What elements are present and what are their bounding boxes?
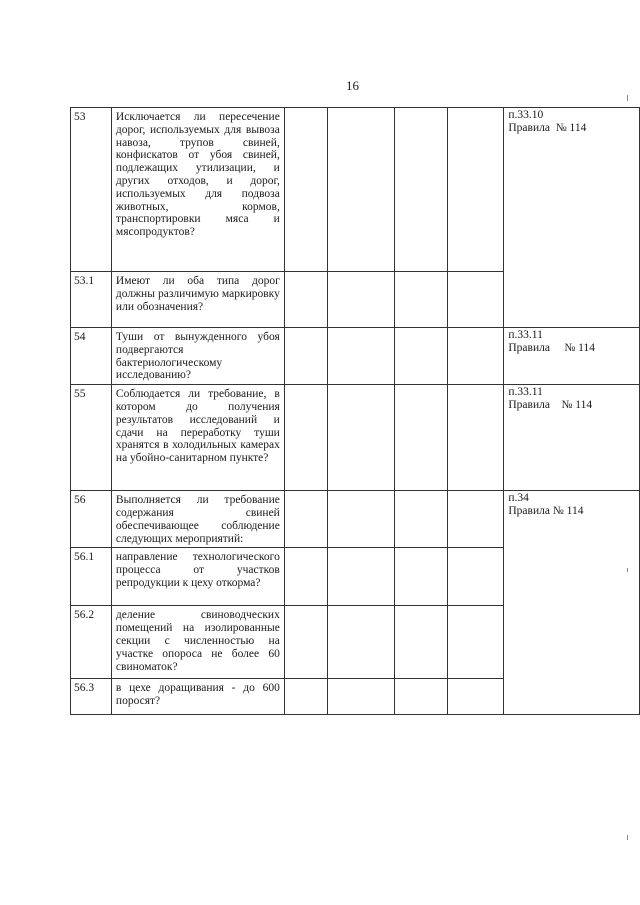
- question-text: деление свиноводческих помещений на изолированные секции с численностью на участке опороса не более 60 свиноматок?: [111, 606, 284, 679]
- question-text: в цехе доращивания - до 600 поросят?: [111, 679, 284, 715]
- answer-cell[interactable]: [395, 385, 448, 491]
- question-text: Исключается ли пересечение дорог, используемых для вывоза навоза, трупов свиней, конфискатов от убоя свиней, подлежащих утилизации, и других отходов, и дорог, используемых для подвоза животных, кормов, транспортировки мяса и мясопродуктов?: [111, 108, 284, 272]
- regulation-reference: п.33.11 Правила № 114: [504, 328, 640, 385]
- row-number: 53.1: [71, 272, 112, 328]
- answer-cell[interactable]: [448, 548, 504, 606]
- scan-edge-mark: [627, 568, 628, 572]
- scan-edge-mark: [627, 95, 628, 101]
- table-row-53: [71, 108, 640, 272]
- table-row-54: [71, 328, 640, 385]
- answer-cell[interactable]: [448, 606, 504, 679]
- answer-cell[interactable]: [284, 606, 327, 679]
- answer-cell[interactable]: [327, 548, 395, 606]
- answer-cell[interactable]: [395, 272, 448, 328]
- answer-cell[interactable]: [448, 328, 504, 385]
- table-row-56: [71, 491, 640, 548]
- answer-cell[interactable]: [327, 606, 395, 679]
- answer-cell[interactable]: [327, 491, 395, 548]
- question-text: Туши от вынужденного убоя подвергаются бактериологическому исследованию?: [111, 328, 284, 385]
- question-text: направление технологического процесса от участков репродукции к цеху откорма?: [111, 548, 284, 606]
- answer-cell[interactable]: [284, 548, 327, 606]
- question-text: Выполняется ли требование содержания свиней обеспечивающее соблюдение следующих мероприятий:: [111, 491, 284, 548]
- answer-cell[interactable]: [284, 272, 327, 328]
- row-number: 53: [71, 108, 112, 272]
- answer-cell[interactable]: [395, 108, 448, 272]
- answer-cell[interactable]: [284, 385, 327, 491]
- answer-cell[interactable]: [284, 679, 327, 715]
- regulation-reference: п.33.11 Правила № 114: [504, 385, 640, 491]
- answer-cell[interactable]: [395, 328, 448, 385]
- row-number: 54: [71, 328, 112, 385]
- answer-cell[interactable]: [395, 548, 448, 606]
- answer-cell[interactable]: [395, 491, 448, 548]
- answer-cell[interactable]: [448, 272, 504, 328]
- row-number: 56.1: [71, 548, 112, 606]
- regulation-reference: п.34 Правила № 114: [504, 491, 640, 715]
- row-number: 56.2: [71, 606, 112, 679]
- regulation-reference: п.33.10 Правила № 114: [504, 108, 640, 328]
- answer-cell[interactable]: [284, 108, 327, 272]
- answer-cell[interactable]: [448, 491, 504, 548]
- answer-cell[interactable]: [395, 679, 448, 715]
- page-number: 16: [346, 78, 359, 93]
- answer-cell[interactable]: [327, 679, 395, 715]
- row-number: 55: [71, 385, 112, 491]
- answer-cell[interactable]: [448, 385, 504, 491]
- question-text: Соблюдается ли требование, в котором до получения результатов исследований и сдачи на переработку туши хранятся в холодильных камерах на убойно-санитарном пункте?: [111, 385, 284, 491]
- answer-cell[interactable]: [327, 328, 395, 385]
- answer-cell[interactable]: [284, 328, 327, 385]
- table-row-55: [71, 385, 640, 491]
- answer-cell[interactable]: [284, 491, 327, 548]
- checklist-table: [70, 107, 640, 715]
- row-number: 56: [71, 491, 112, 548]
- row-number: 56.3: [71, 679, 112, 715]
- answer-cell[interactable]: [327, 272, 395, 328]
- scan-edge-mark: [627, 835, 628, 840]
- answer-cell[interactable]: [448, 679, 504, 715]
- answer-cell[interactable]: [327, 385, 395, 491]
- answer-cell[interactable]: [448, 108, 504, 272]
- question-text: Имеют ли оба типа дорог должны различимую маркировку или обозначения?: [111, 272, 284, 328]
- answer-cell[interactable]: [395, 606, 448, 679]
- answer-cell[interactable]: [327, 108, 395, 272]
